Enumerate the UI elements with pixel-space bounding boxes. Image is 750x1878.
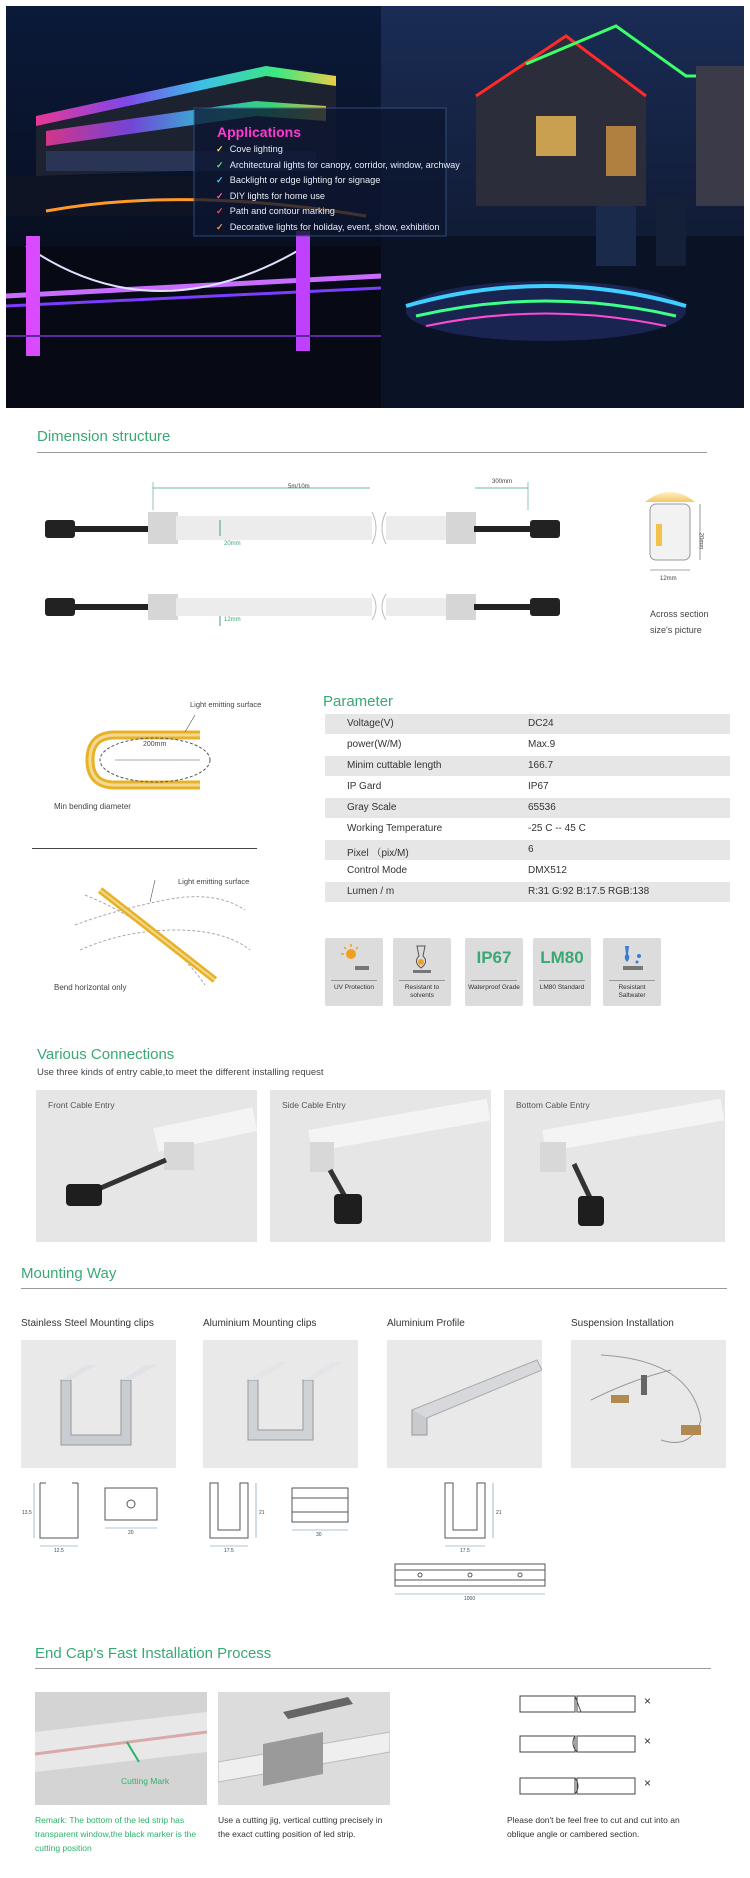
connection-label-side: Side Cable Entry — [282, 1100, 346, 1110]
mounting-label-aluminium-clips: Aluminium Mounting clips — [203, 1318, 317, 1329]
parameter-row — [325, 819, 730, 839]
parameter-value: 166.7 — [528, 760, 554, 771]
mount-dim-4: 21 — [259, 1510, 265, 1516]
mount-dim-2: 20 — [128, 1530, 134, 1536]
parameter-row — [325, 798, 730, 818]
connections-subtitle: Use three kinds of entry cable,to meet the different installing request — [37, 1067, 324, 1078]
parameter-row — [325, 840, 730, 860]
mounting-label-suspension: Suspension Installation — [571, 1318, 674, 1329]
parameter-row — [325, 756, 730, 776]
application-text: Decorative lights for holiday, event, show, exhibition — [229, 222, 440, 232]
badge-label: Resistant to solvents — [404, 984, 440, 999]
application-text: Path and contour marking — [229, 206, 335, 217]
application-item — [216, 144, 283, 155]
cross-mark-2: × — [644, 1734, 652, 1748]
application-item — [216, 160, 460, 171]
connection-label-bottom: Bottom Cable Entry — [516, 1100, 590, 1110]
parameter-key: Gray Scale — [347, 802, 397, 813]
parameter-row — [325, 861, 730, 881]
step3-text: Please don't be feel free to cut and cut into an oblique angle or cambered section. — [507, 1815, 680, 1839]
mount-dim-3: 17.5 — [224, 1548, 234, 1554]
cutting-mark-photo — [35, 1692, 207, 1805]
parameter-value: DC24 — [528, 718, 554, 729]
badge-big-text: LM80 — [540, 948, 584, 967]
mount-dim-0: 12.5 — [54, 1548, 64, 1554]
check-icon: ✓ — [216, 144, 224, 154]
check-icon: ✓ — [216, 175, 224, 186]
badge-divider — [471, 980, 517, 981]
check-icon: ✓ — [216, 206, 224, 217]
min-bending-label: Min bending diameter — [54, 802, 131, 811]
section-width-label: 12mm — [660, 576, 677, 582]
parameter-value: R:31 G:92 B:17.5 RGB:138 — [528, 886, 650, 897]
parameter-value: 65536 — [528, 802, 556, 813]
parameter-key: Working Temperature — [347, 823, 443, 834]
mounting-drawings — [0, 1478, 560, 1608]
parameter-key: IP Gard — [347, 781, 382, 792]
bend-horizontal-diagram — [55, 870, 265, 990]
remark-text: Remark: The bottom of the led strip has transparent window,the black marker is the cutting position — [35, 1815, 197, 1853]
check-icon: ✓ — [216, 159, 224, 170]
hero-collage-image — [6, 6, 744, 408]
side-cable-entry-photo — [270, 1090, 491, 1242]
mount-dim-8: 1000 — [464, 1596, 476, 1602]
solvent-resistant-badge — [393, 938, 451, 1006]
endcap-rule — [35, 1668, 711, 1669]
parameter-row — [325, 714, 730, 734]
badge-big-text: IP67 — [476, 948, 512, 967]
mount-dim-6: 17.5 — [460, 1548, 470, 1554]
uv-protection-badge — [325, 938, 383, 1006]
connection-label-front: Front Cable Entry — [48, 1100, 115, 1110]
diameter-label: 200mm — [143, 741, 167, 748]
mounting-label-profile: Aluminium Profile — [387, 1318, 465, 1329]
surface-label-1: Light emitting surface — [190, 700, 262, 709]
dimension-rule — [37, 452, 707, 453]
application-item — [216, 222, 439, 233]
min-bending-diagram — [55, 700, 255, 800]
mount-dim-7: 21 — [496, 1510, 502, 1516]
cross-mark-3: × — [644, 1776, 652, 1790]
application-item — [216, 175, 380, 186]
bottom-cable-entry-photo — [504, 1090, 725, 1242]
section-caption-1: Across section — [650, 609, 709, 619]
mount-dim-1: 13.5 — [22, 1510, 32, 1516]
badge-icon — [615, 942, 649, 981]
check-icon: ✓ — [216, 222, 224, 232]
badge-label: Waterproof Grade — [468, 984, 520, 991]
lead-label: 300mm — [492, 479, 513, 485]
surface-label-2: Light emitting surface — [178, 877, 250, 886]
length-label: 5m/10m — [288, 484, 310, 490]
application-text: Cove lighting — [229, 144, 283, 154]
applications-title: Applications — [217, 124, 302, 140]
section-height-label: 20mm — [697, 532, 704, 550]
application-item — [216, 206, 335, 217]
aluminium-profile-photo — [387, 1340, 542, 1468]
step2-text: Use a cutting jig, vertical cutting precisely in the exact cutting position of led strip. — [218, 1815, 383, 1839]
front-cable-entry-photo — [36, 1090, 257, 1242]
cut-angle-diagram — [515, 1690, 675, 1810]
parameter-key: Pixel （pix/M) — [347, 848, 409, 859]
parameter-row — [325, 777, 730, 797]
parameter-key: Lumen / m — [347, 886, 395, 897]
endcap-title: End Cap's Fast Installation Process — [35, 1645, 272, 1662]
parameter-row — [325, 735, 730, 755]
application-text: Architectural lights for canopy, corridor, window, archway — [229, 159, 460, 170]
mounting-title: Mounting Way — [21, 1265, 117, 1282]
bending-divider — [32, 848, 257, 849]
ip67-badge — [465, 938, 523, 1006]
application-text: Backlight or edge lighting for signage — [229, 175, 381, 186]
parameter-value: DMX512 — [528, 865, 567, 876]
application-item — [216, 191, 325, 202]
badge-icon — [405, 942, 439, 981]
parameter-row — [325, 882, 730, 902]
parameter-key: Voltage(V) — [347, 718, 394, 729]
connections-title: Various Connections — [37, 1046, 175, 1063]
aluminium-clip-photo — [203, 1340, 358, 1468]
badge-divider — [399, 980, 445, 981]
dimension-title: Dimension structure — [37, 428, 171, 445]
parameter-value: 6 — [528, 844, 534, 855]
cutting-jig-photo — [218, 1692, 390, 1805]
stainless-clip-photo — [21, 1340, 176, 1468]
lm80-badge — [533, 938, 591, 1006]
mount-dim-5: 30 — [316, 1532, 322, 1538]
bend-horizontal-label: Bend horizontal only — [54, 983, 127, 992]
mounting-rule — [21, 1288, 727, 1289]
badge-divider — [609, 980, 655, 981]
parameter-value: Max.9 — [528, 739, 556, 750]
mounting-label-stainless: Stainless Steel Mounting clips — [21, 1318, 154, 1329]
height-label: 20mm — [224, 541, 241, 547]
parameter-key: Control Mode — [347, 865, 408, 876]
cross-mark-1: × — [644, 1694, 652, 1708]
badge-label: UV Protection — [333, 984, 375, 991]
badge-label: Resistant Saltwater — [618, 984, 646, 999]
width-label: 12mm — [224, 617, 241, 623]
section-caption-2: size's picture — [650, 625, 702, 635]
badge-divider — [331, 980, 377, 981]
cutting-mark-label: Cutting Mark — [121, 1776, 170, 1786]
parameter-value: IP67 — [528, 781, 549, 792]
suspension-photo — [571, 1340, 726, 1468]
parameter-key: Minim cuttable length — [347, 760, 442, 771]
applications-hero — [6, 6, 744, 408]
saltwater-resistant-badge — [603, 938, 661, 1006]
check-icon: ✓ — [216, 190, 224, 201]
application-text: DIY lights for home use — [229, 190, 326, 201]
parameter-value: -25 C -- 45 C — [528, 823, 586, 834]
parameter-key: power(W/M) — [347, 739, 402, 750]
badge-label: LM80 Standard — [539, 984, 585, 991]
dimension-drawing — [0, 470, 620, 630]
parameter-title: Parameter — [323, 693, 394, 710]
badge-icon — [337, 942, 371, 981]
badge-divider — [539, 980, 585, 981]
